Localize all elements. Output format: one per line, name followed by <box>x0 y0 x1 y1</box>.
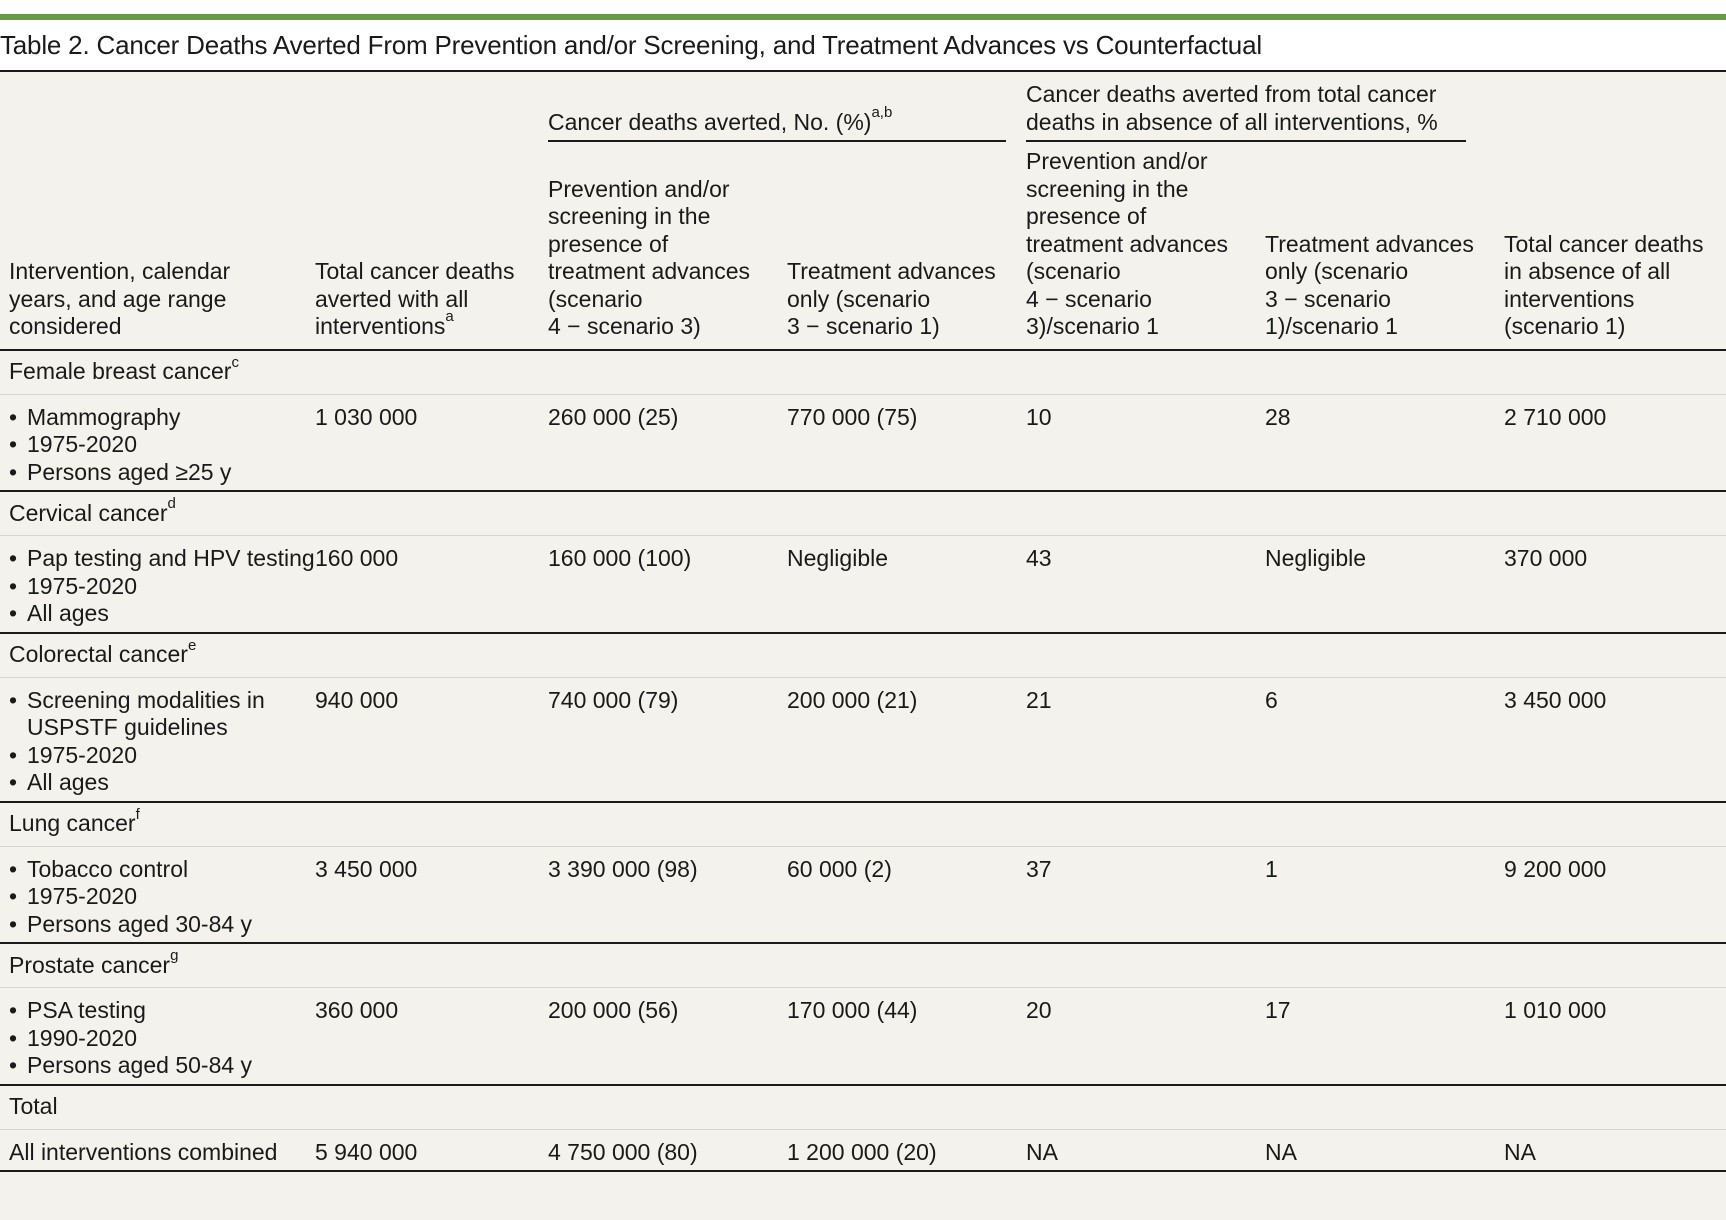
cell-prevention-screening: 160 000 (100) <box>548 536 787 633</box>
cell-intervention-colorectal-cancer <box>0 677 315 802</box>
cell-prevention-screening: 4 750 000 (80) <box>548 1129 787 1171</box>
cell-treatment-only: 170 000 (44) <box>787 988 1026 1085</box>
intervention-bullet: • Mammography <box>9 404 315 432</box>
cell-pct-prevention: 21 <box>1026 677 1265 802</box>
section-title-lung-cancer: Lung cancer$^f$ <box>0 802 1726 847</box>
cell-treatment-only: 1 200 000 (20) <box>787 1129 1026 1171</box>
table-row <box>0 846 1726 943</box>
header-group-deaths-averted-label: Cancer deaths averted, No. (%) <box>548 108 872 135</box>
section-title-cervical-cancer: Cervical cancer$^d$ <box>0 491 1726 536</box>
cell-pct-prevention: 37 <box>1026 846 1265 943</box>
section-footnote: d <box>167 495 176 513</box>
cell-prevention-screening: 200 000 (56) <box>548 988 787 1085</box>
cell-prevention-screening: 3 390 000 (98) <box>548 846 787 943</box>
cell-pct-prevention: NA <box>1026 1129 1265 1171</box>
top-accent-rule <box>0 14 1726 20</box>
section-header-row <box>0 350 1726 395</box>
cell-treatment-only: Negligible <box>787 536 1026 633</box>
section-header-row <box>0 1085 1726 1130</box>
intervention-bullet: • PSA testing <box>9 997 315 1025</box>
cell-intervention-prostate-cancer <box>0 988 315 1085</box>
intervention-bullet: • 1975-2020 <box>9 573 315 601</box>
cell-total-absence: 3 450 000 <box>1504 677 1726 802</box>
cell-pct-treatment: Negligible <box>1265 536 1504 633</box>
cell-intervention-lung-cancer <box>0 846 315 943</box>
cell-treatment-only: 60 000 (2) <box>787 846 1026 943</box>
cell-intervention-cervical-cancer <box>0 536 315 633</box>
cell-total-averted: 1 030 000 <box>315 394 548 491</box>
header-prevention-screening: Prevention and/or screening in the presence of treatment advances (scenario 4 − scenario 3) <box>548 175 751 339</box>
cell-pct-prevention: 20 <box>1026 988 1265 1085</box>
intervention-bullet-list <box>9 404 315 487</box>
intervention-bullet: • Tobacco control <box>9 856 315 884</box>
header-group-deaths-averted-footnote: a,b <box>871 103 893 121</box>
section-footnote: e <box>187 636 197 654</box>
intervention-bullet: • Screening modalities in USPSTF guidelines <box>9 687 315 742</box>
intervention-bullet: • 1975-2020 <box>9 742 315 770</box>
cell-pct-treatment: 17 <box>1265 988 1504 1085</box>
intervention-bullet: • Persons aged ≥25 y <box>9 459 315 487</box>
header-group-percent-averted-label: Cancer deaths averted from total cancer deaths in absence of all interventions, % <box>1026 81 1466 142</box>
cell-total-averted: 160 000 <box>315 536 548 633</box>
header-pct-treatment: Treatment advances only (scenario 3 − scenario 1)/scenario 1 <box>1265 230 1474 339</box>
section-title-prostate-cancer: Prostate cancer$^g$ <box>0 943 1726 988</box>
table-row <box>0 394 1726 491</box>
cell-total-absence: 9 200 000 <box>1504 846 1726 943</box>
cell-prevention-screening: 740 000 (79) <box>548 677 787 802</box>
section-footnote: g <box>170 947 179 965</box>
intervention-bullet: • Persons aged 30-84 y <box>9 911 315 939</box>
intervention-bullet: • All ages <box>9 769 315 797</box>
header-group-deaths-averted <box>548 72 1026 142</box>
table-title: Table 2. Cancer Deaths Averted From Prevention and/or Screening, and Treatment Advances vs Counterfactual <box>0 30 1262 60</box>
intervention-bullet-list <box>9 856 315 939</box>
table-row <box>0 988 1726 1085</box>
cell-prevention-screening: 260 000 (25) <box>548 394 787 491</box>
intervention-bullet: • Persons aged 50-84 y <box>9 1052 315 1080</box>
section-title-total: Total <box>0 1085 1726 1130</box>
cell-pct-treatment: 1 <box>1265 846 1504 943</box>
cell-total-averted: 3 450 000 <box>315 846 548 943</box>
cell-pct-prevention: 43 <box>1026 536 1265 633</box>
section-footnote: f <box>135 805 140 823</box>
intervention-bullet-list <box>9 997 315 1080</box>
cell-total-averted: 5 940 000 <box>315 1129 548 1171</box>
cell-total-averted: 360 000 <box>315 988 548 1085</box>
intervention-bullet: • All ages <box>9 600 315 628</box>
header-total-averted-footnote: a <box>445 308 454 326</box>
table-panel <box>0 70 1726 1220</box>
cell-total-absence: 1 010 000 <box>1504 988 1726 1085</box>
section-title-colorectal-cancer: Colorectal cancer$^e$ <box>0 633 1726 678</box>
header-total-absence: Total cancer deaths in absence of all interventions (scenario 1) <box>1504 230 1704 339</box>
cell-total-absence: NA <box>1504 1129 1726 1171</box>
cell-pct-prevention: 10 <box>1026 394 1265 491</box>
intervention-bullet: • 1990-2020 <box>9 1025 315 1053</box>
cell-total-absence: 370 000 <box>1504 536 1726 633</box>
cell-treatment-only: 200 000 (21) <box>787 677 1026 802</box>
table-row <box>0 536 1726 633</box>
section-footnote: c <box>231 353 239 371</box>
header-group-percent-averted <box>1026 72 1504 142</box>
intervention-bullet: • 1975-2020 <box>9 883 315 911</box>
header-pct-prevention: Prevention and/or screening in the presence of treatment advances (scenario 4 − scenario 3)/scenario 1 <box>1026 148 1229 339</box>
cell-total-absence: 2 710 000 <box>1504 394 1726 491</box>
cell-treatment-only: 770 000 (75) <box>787 394 1026 491</box>
cell-intervention-total: All interventions combined <box>0 1129 315 1171</box>
data-table <box>0 72 1726 1172</box>
table-row <box>0 1129 1726 1171</box>
cell-pct-treatment: NA <box>1265 1129 1504 1171</box>
section-header-row <box>0 491 1726 536</box>
section-header-row <box>0 943 1726 988</box>
section-header-row <box>0 802 1726 847</box>
intervention-bullet-list <box>9 687 315 797</box>
intervention-bullet: • 1975-2020 <box>9 431 315 459</box>
header-treatment-only: Treatment advances only (scenario 3 − scenario 1) <box>787 258 996 339</box>
cell-pct-treatment: 6 <box>1265 677 1504 802</box>
intervention-bullet-list <box>9 545 315 628</box>
cell-total-averted: 940 000 <box>315 677 548 802</box>
cell-intervention-female-breast-cancer <box>0 394 315 491</box>
section-header-row <box>0 633 1726 678</box>
table-row <box>0 677 1726 802</box>
cell-pct-treatment: 28 <box>1265 394 1504 491</box>
header-total-averted: Total cancer deaths averted with all interventions$^a$ <box>315 258 515 339</box>
intervention-bullet: • Pap testing and HPV testing <box>9 545 315 573</box>
header-intervention: Intervention, calendar years, and age range considered <box>9 258 231 339</box>
section-title-female-breast-cancer: Female breast cancer$^c$ <box>0 350 1726 395</box>
